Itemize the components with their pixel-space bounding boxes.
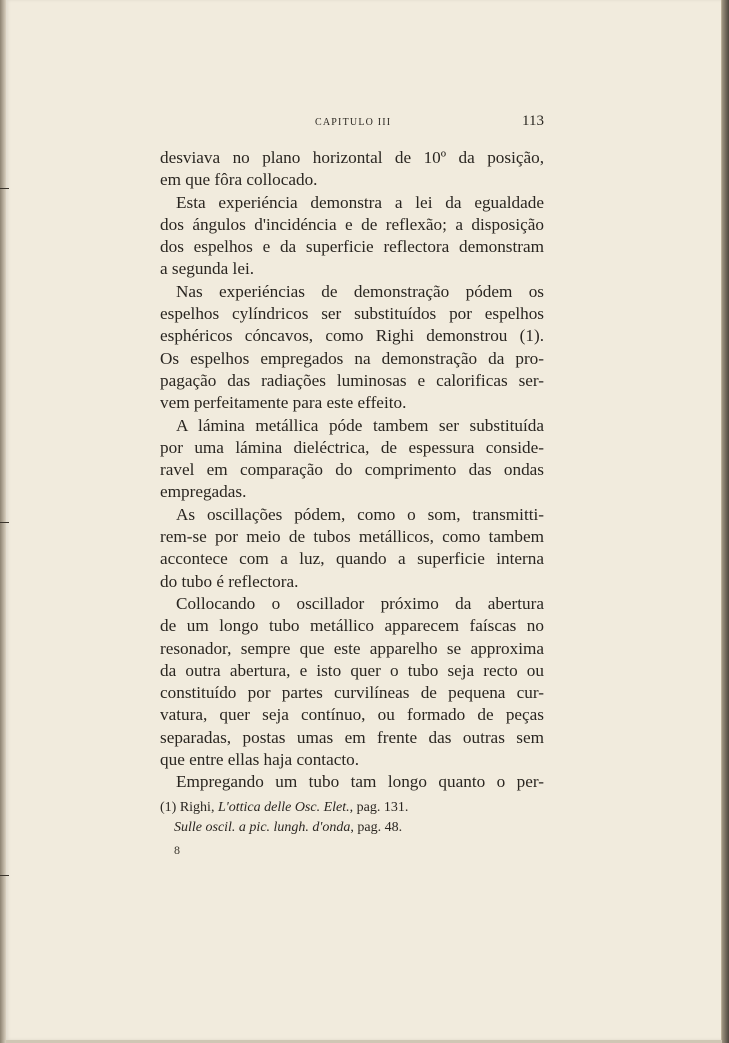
printer-signature-mark: 8 (174, 843, 180, 857)
footnote-title: Sulle oscil. a pic. lungh. d'onda (174, 819, 351, 835)
text-line: A lámina metállica póde tambem ser substituída (176, 415, 544, 435)
text-line: Esta experiéncia demonstra a lei da egualdade (176, 192, 544, 212)
text-line: ravel em comparação do comprimento das ondas (160, 460, 544, 480)
text-line: em que fôra collocado. (160, 170, 318, 190)
text-line: pagação das radiações luminosas e calorificas ser- (160, 370, 544, 390)
footnote-reference: , pag. 48. (350, 819, 403, 835)
page-number: 113 (522, 113, 544, 129)
text-line: separadas, postas umas em frente das outras sem (160, 727, 544, 747)
text-line: do tubo é reflectora. (160, 571, 299, 591)
text-line: accontece com a luz, quando a superficie interna (160, 549, 544, 569)
text-line: As oscillações pódem, como o som, transmitti- (176, 504, 544, 524)
text-line: esphéricos cóncavos, como Righi demonstrou (1). (160, 326, 544, 346)
text-line: rem-se por meio de tubos metállicos, como tambem (160, 527, 544, 547)
body-text (160, 147, 544, 794)
text-line: desviava no plano horizontal de 10º da posição, (160, 148, 544, 167)
text-line: Collocando o oscillador próximo da abertura (176, 593, 544, 613)
text-line: espelhos cylíndricos ser substituídos por espelhos (160, 304, 544, 324)
margin-mark (0, 188, 9, 189)
margin-mark (0, 875, 9, 876)
text-line: de um longo tubo metállico apparecem faíscas no (160, 616, 544, 636)
page-right-edge (722, 0, 729, 1043)
text-line: por uma lámina dieléctrica, de espessura conside- (160, 437, 544, 457)
footnote-1-continued (160, 818, 544, 838)
text-line: vatura, quer seja contínuo, ou formado de peças (160, 705, 544, 725)
text-line: Os espelhos empregados na demonstração da pro- (160, 348, 544, 368)
footnote-marker: (1) Righi, (160, 800, 218, 815)
running-head (160, 113, 544, 133)
text-line: que entre ellas haja contacto. (160, 750, 359, 770)
footnote-1 (160, 798, 544, 818)
chapter-heading: CAPITULO III (315, 117, 392, 128)
text-line: constituído por partes curvilíneas de pequena cur- (160, 683, 544, 703)
text-line: Empregando um tubo tam longo quanto o per- (176, 772, 544, 792)
footnote-title: L'ottica delle Osc. Elet. (217, 800, 350, 815)
text-line: resonador, sempre que este apparelho se approxima (160, 638, 544, 658)
text-line: dos espelhos e da superficie reflectora demonstram (160, 237, 544, 257)
footnote-reference: , pag. 131. (349, 800, 409, 815)
text-line: vem perfeitamente para este effeito. (160, 393, 407, 413)
text-line: empregadas. (160, 482, 247, 502)
text-line: a segunda lei. (160, 259, 255, 279)
text-line: dos ángulos d'incidéncia e de reflexão; a disposição (160, 214, 544, 234)
footnotes (160, 798, 544, 837)
text-line: Nas experiéncias de demonstração pódem os (176, 281, 544, 301)
text-line: da outra abertura, e isto quer o tubo seja recto ou (160, 660, 544, 680)
margin-mark (0, 522, 9, 523)
